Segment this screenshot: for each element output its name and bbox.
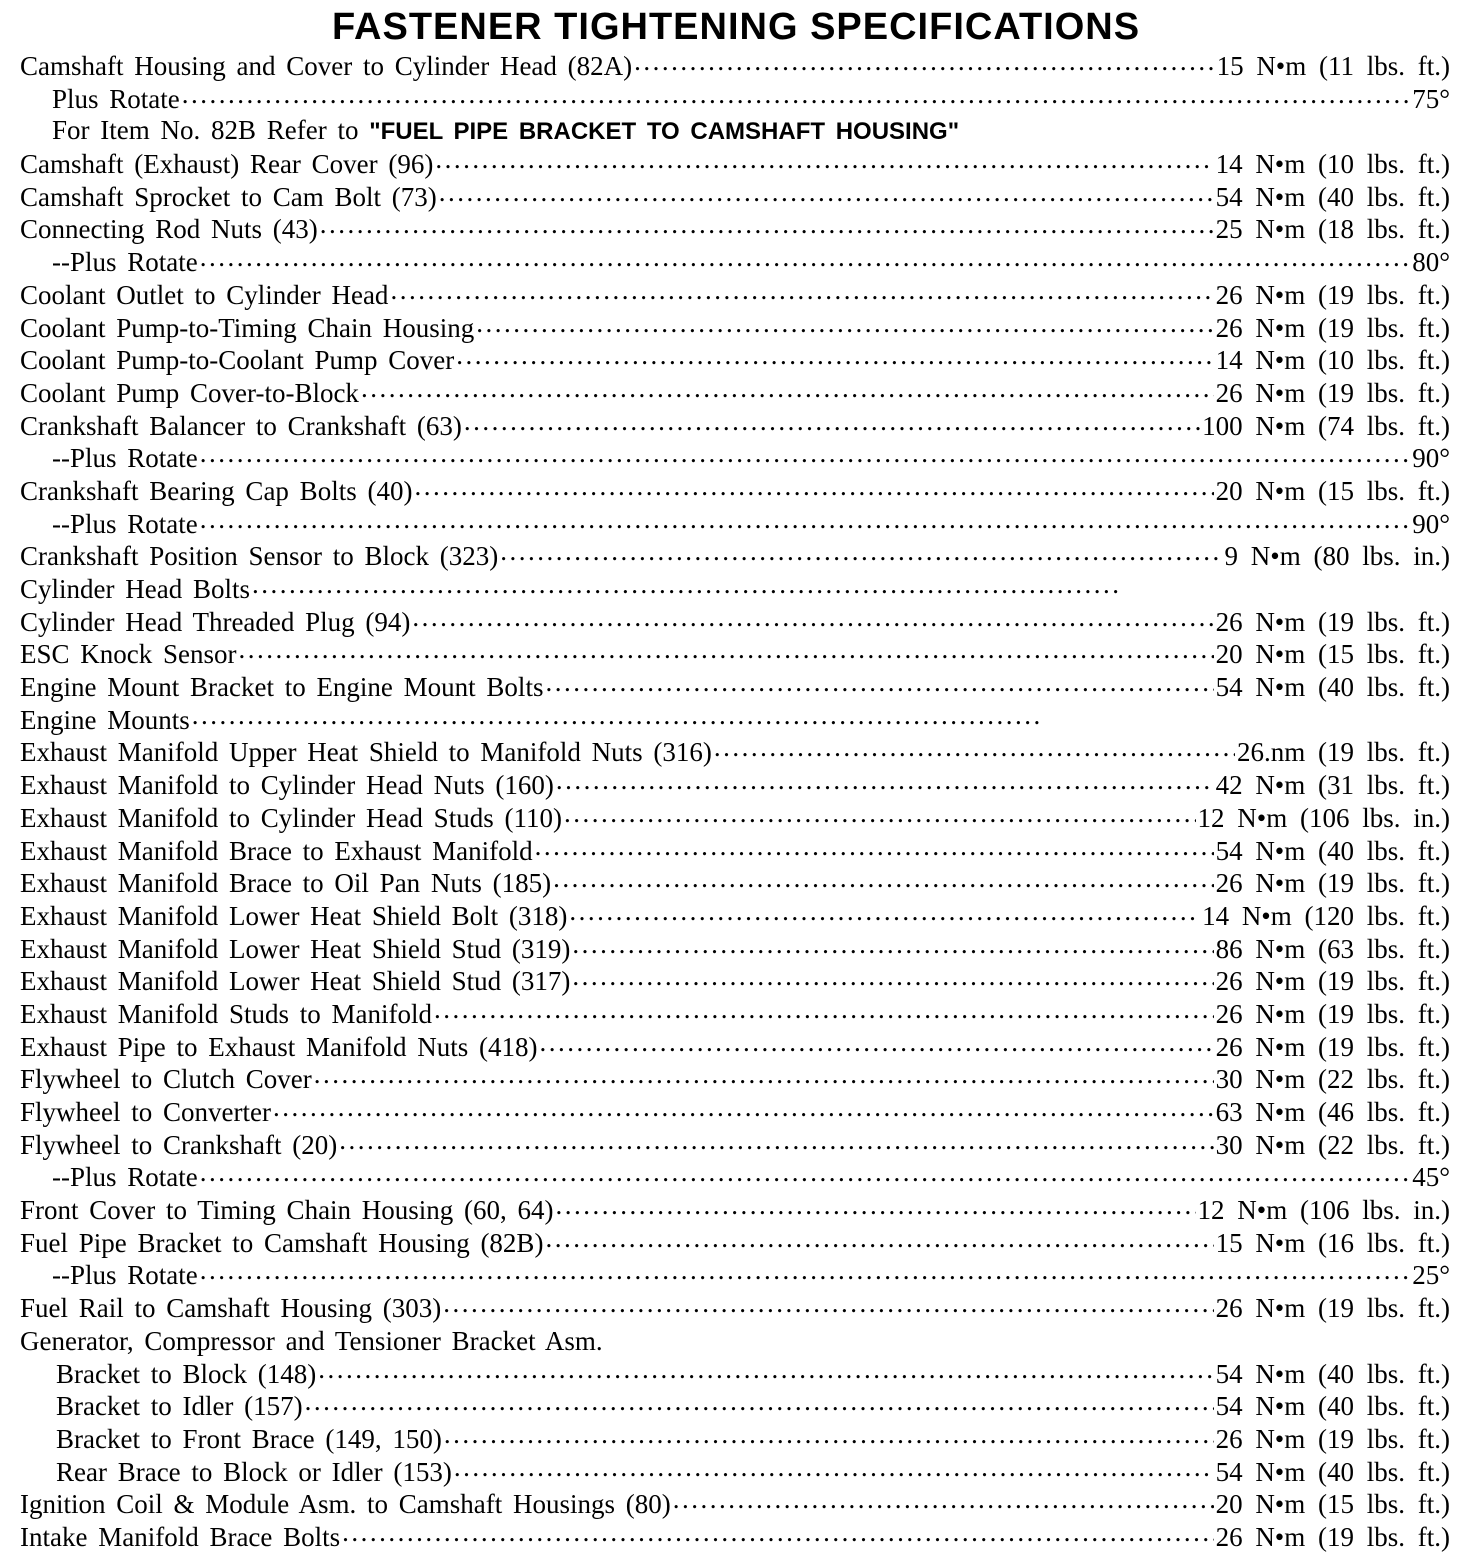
dot-leader <box>545 671 1213 699</box>
dot-leader <box>200 1259 1410 1287</box>
spec-label: Coolant Pump Cover-to-Block <box>20 377 359 408</box>
spec-value: 12 N•m (106 lbs. in.) <box>1197 802 1450 833</box>
dot-leader <box>435 148 1213 176</box>
dot-leader <box>339 1129 1213 1157</box>
spec-value: 26 N•m (19 lbs. ft.) <box>1215 1293 1450 1324</box>
spec-label: Fuel Rail to Camshaft Housing (303) <box>20 1293 442 1324</box>
spec-label: Cylinder Head Bolts <box>20 574 250 604</box>
dot-leader <box>273 1096 1214 1124</box>
spec-value: 90° <box>1412 508 1450 539</box>
spec-value: 54 N•m (40 lbs. ft.) <box>1215 1358 1450 1389</box>
spec-row <box>20 900 1450 933</box>
spec-label: Exhaust Pipe to Exhaust Manifold Nuts (418) <box>20 1031 538 1062</box>
spec-row <box>20 344 1450 377</box>
spec-row <box>20 148 1450 181</box>
spec-row <box>20 998 1450 1031</box>
dot-leader <box>634 50 1214 78</box>
dot-leader <box>500 540 1222 568</box>
spec-label: Exhaust Manifold Upper Heat Shield to Manifold Nuts (316) <box>20 737 712 768</box>
spec-label: Ignition Coil & Module Asm. to Camshaft Housings (80) <box>20 1489 671 1520</box>
dot-leader <box>535 835 1214 863</box>
spec-row <box>20 1423 1450 1456</box>
spec-label: Bracket to Front Brace (149, 150) <box>56 1423 442 1454</box>
spec-value: 15 N•m (11 lbs. ft.) <box>1216 51 1450 81</box>
spec-value: 15 N•m (16 lbs. ft.) <box>1215 1227 1450 1258</box>
spec-row <box>20 769 1450 802</box>
spec-value: 54 N•m (40 lbs. ft.) <box>1215 1391 1450 1422</box>
spec-row <box>20 1488 1450 1521</box>
spec-value: 26 N•m (19 lbs. ft.) <box>1215 868 1450 899</box>
spec-row <box>20 1259 1450 1292</box>
spec-label: Crankshaft Position Sensor to Block (323) <box>20 541 499 572</box>
spec-row <box>20 704 1450 737</box>
spec-label: Exhaust Manifold Studs to Manifold <box>20 998 432 1029</box>
spec-value: 26 N•m (19 lbs. ft.) <box>1215 998 1450 1029</box>
page-title: FASTENER TIGHTENING SPECIFICATIONS <box>331 6 1141 48</box>
spec-label: Cylinder Head Threaded Plug (94) <box>20 606 411 637</box>
spec-row <box>20 312 1450 345</box>
spec-value: 90° <box>1412 443 1450 474</box>
spec-row <box>20 1194 1450 1227</box>
spec-label: Exhaust Manifold Lower Heat Shield Bolt (318) <box>20 900 568 931</box>
spec-label: --Plus Rotate <box>52 1260 198 1291</box>
spec-label: Crankshaft Balancer to Crankshaft (63) <box>20 410 462 441</box>
spec-label: Connecting Rod Nuts (43) <box>20 214 318 245</box>
spec-value: 14 N•m (10 lbs. ft.) <box>1215 149 1450 180</box>
spec-value: 42 N•m (31 lbs. ft.) <box>1215 770 1450 801</box>
spec-label: Exhaust Manifold Lower Heat Shield Stud (319) <box>20 933 571 964</box>
spec-row <box>20 1390 1450 1423</box>
spec-note <box>52 115 959 148</box>
spec-value: 30 N•m (22 lbs. ft.) <box>1215 1064 1450 1095</box>
spec-value: 20 N•m (15 lbs. ft.) <box>1215 639 1450 670</box>
dot-leader <box>454 1456 1214 1484</box>
spec-row <box>20 835 1450 868</box>
spec-label: Engine Mounts <box>20 704 190 735</box>
spec-value: 20 N•m (15 lbs. ft.) <box>1215 1489 1450 1520</box>
spec-row <box>20 50 1450 83</box>
dot-leader <box>361 377 1214 405</box>
spec-value: 25 N•m (18 lbs. ft.) <box>1215 214 1450 245</box>
dot-leader <box>553 867 1213 895</box>
spec-label: Rear Brace to Block or Idler (153) <box>56 1456 452 1487</box>
spec-label: Crankshaft Bearing Cap Bolts (40) <box>20 475 413 506</box>
spec-row <box>20 573 1450 606</box>
spec-value: 26 N•m (19 lbs. ft.) <box>1215 1423 1450 1454</box>
spec-row <box>20 736 1450 769</box>
dot-leader <box>314 1063 1214 1091</box>
spec-label: Camshaft Sprocket to Cam Bolt (73) <box>20 181 437 212</box>
spec-label: Bracket to Block (148) <box>56 1358 317 1389</box>
spec-label: Exhaust Manifold to Cylinder Head Nuts (160) <box>20 770 554 801</box>
spec-note-reference: "FUEL PIPE BRACKET TO CAMSHAFT HOUSING" <box>369 118 960 146</box>
spec-list <box>20 50 1450 1554</box>
spec-label: Flywheel to Clutch Cover <box>20 1064 312 1095</box>
spec-value: 14 N•m (120 lbs. ft.) <box>1202 900 1450 931</box>
spec-row <box>20 965 1450 998</box>
dot-leader <box>714 736 1235 764</box>
spec-value: 80° <box>1412 247 1450 278</box>
spec-value: 26 N•m (19 lbs. ft.) <box>1215 606 1450 637</box>
dot-leader <box>456 344 1213 372</box>
spec-label: Flywheel to Crankshaft (20) <box>20 1129 338 1160</box>
spec-row <box>20 508 1450 541</box>
dot-leader <box>443 1292 1213 1320</box>
spec-row <box>20 540 1450 573</box>
spec-label: Coolant Pump-to-Coolant Pump Cover <box>20 345 455 376</box>
spec-value: 45° <box>1412 1162 1450 1193</box>
spec-label: Coolant Pump-to-Timing Chain Housing <box>20 312 475 343</box>
spec-row <box>20 1031 1450 1064</box>
dot-leader <box>564 802 1196 830</box>
spec-value: 86 N•m (63 lbs. ft.) <box>1215 933 1450 964</box>
spec-label: Plus Rotate <box>52 83 180 114</box>
spec-row <box>20 181 1450 214</box>
dot-leader <box>434 998 1214 1026</box>
spec-row <box>20 442 1450 475</box>
spec-label: --Plus Rotate <box>52 508 198 539</box>
spec-label: Flywheel to Converter <box>20 1097 271 1127</box>
dot-leader <box>390 279 1213 307</box>
spec-value: 25° <box>1412 1260 1450 1291</box>
dot-leader <box>200 1161 1410 1189</box>
spec-row <box>20 867 1450 900</box>
spec-value: 54 N•m (40 lbs. ft.) <box>1215 835 1450 866</box>
spec-value: 26 N•m (19 lbs. ft.) <box>1215 966 1450 997</box>
dot-leader <box>464 410 1200 438</box>
spec-row <box>20 671 1450 704</box>
spec-label: --Plus Rotate <box>52 247 198 278</box>
spec-value: 26 N•m (19 lbs. ft.) <box>1215 1031 1450 1062</box>
spec-row <box>20 475 1450 508</box>
spec-label: Fuel Pipe Bracket to Camshaft Housing (82B) <box>20 1227 544 1258</box>
spec-row <box>20 606 1450 639</box>
spec-value: 54 N•m (40 lbs. ft.) <box>1215 672 1450 703</box>
dot-leader <box>414 475 1213 503</box>
spec-row <box>20 83 1450 116</box>
spec-label: Front Cover to Timing Chain Housing (60, 64) <box>20 1195 554 1226</box>
dot-leader <box>572 933 1213 961</box>
spec-value: 54 N•m (40 lbs. ft.) <box>1215 181 1450 212</box>
spec-value: 12 N•m (106 lbs. in.) <box>1197 1195 1450 1226</box>
spec-value: 100 N•m (74 lbs. ft.) <box>1202 410 1450 441</box>
spec-label: Generator, Compressor and Tensioner Bracket Asm. <box>20 1325 603 1356</box>
spec-row <box>20 377 1450 410</box>
spec-row <box>20 1521 1450 1554</box>
spec-row <box>20 638 1450 671</box>
dot-leader <box>673 1488 1214 1516</box>
spec-label: Exhaust Manifold Brace to Exhaust Manifold <box>20 835 533 866</box>
spec-row <box>20 1129 1450 1162</box>
dot-leader <box>305 1390 1214 1418</box>
dot-leader <box>200 442 1410 470</box>
spec-label: Engine Mount Bracket to Engine Mount Bolts <box>20 672 544 703</box>
dot-leader <box>412 606 1213 634</box>
dot-leader <box>572 965 1213 993</box>
spec-value: 30 N•m (22 lbs. ft.) <box>1215 1129 1450 1160</box>
spec-value: 26 N•m (19 lbs. ft.) <box>1215 279 1450 310</box>
dot-leader <box>444 1423 1214 1451</box>
spec-row <box>20 279 1450 312</box>
spec-label: Camshaft (Exhaust) Rear Cover (96) <box>20 149 434 180</box>
spec-row <box>20 1456 1450 1489</box>
spec-label: Bracket to Idler (157) <box>56 1391 303 1422</box>
spec-group-heading <box>20 1325 1450 1358</box>
dot-leader <box>539 1031 1213 1059</box>
dot-leader <box>569 900 1200 928</box>
dot-leader <box>252 573 1122 601</box>
spec-value: 75° <box>1412 83 1450 114</box>
dot-leader <box>342 1521 1213 1549</box>
spec-row <box>20 410 1450 443</box>
spec-label: Coolant Outlet to Cylinder Head <box>20 279 389 310</box>
spec-row <box>20 933 1450 966</box>
spec-value: 26 N•m (19 lbs. ft.) <box>1215 312 1450 343</box>
spec-row <box>20 802 1450 835</box>
dot-leader <box>318 1358 1213 1386</box>
spec-value: 20 N•m (15 lbs. ft.) <box>1215 475 1450 506</box>
spec-label: --Plus Rotate <box>52 443 198 474</box>
dot-leader <box>556 1194 1196 1222</box>
spec-value: 54 N•m (40 lbs. ft.) <box>1215 1456 1450 1487</box>
spec-value: 14 N•m (10 lbs. ft.) <box>1215 345 1450 376</box>
dot-leader <box>200 246 1410 274</box>
dot-leader <box>556 769 1214 797</box>
spec-value: 26 N•m (19 lbs. ft.) <box>1215 1521 1450 1552</box>
spec-label: --Plus Rotate <box>52 1162 198 1193</box>
spec-value: 9 N•m (80 lbs. in.) <box>1224 541 1450 572</box>
spec-row <box>20 1063 1450 1096</box>
dot-leader <box>239 638 1214 666</box>
spec-note-text: For Item No. 82B Refer to <box>52 115 370 146</box>
spec-value: 26 N•m (19 lbs. ft.) <box>1215 377 1450 408</box>
spec-label: Intake Manifold Brace Bolts <box>20 1521 341 1552</box>
spec-row <box>20 1161 1450 1194</box>
spec-note-row <box>20 115 1450 148</box>
spec-label: Camshaft Housing and Cover to Cylinder Head (82A) <box>20 51 633 81</box>
dot-leader <box>476 312 1213 340</box>
spec-label: Exhaust Manifold to Cylinder Head Studs (110) <box>20 802 562 833</box>
spec-row <box>20 1096 1450 1129</box>
dot-leader <box>545 1227 1213 1255</box>
spec-label: ESC Knock Sensor <box>20 639 237 670</box>
spec-label: Exhaust Manifold Lower Heat Shield Stud (317) <box>20 966 571 997</box>
dot-leader <box>320 213 1214 241</box>
spec-row <box>20 1358 1450 1391</box>
spec-row <box>20 246 1450 279</box>
spec-row <box>20 1227 1450 1260</box>
dot-leader <box>200 508 1410 536</box>
spec-value: 26.nm (19 lbs. ft.) <box>1237 737 1450 768</box>
spec-label: Exhaust Manifold Brace to Oil Pan Nuts (185) <box>20 868 552 899</box>
dot-leader <box>192 704 1042 732</box>
dot-leader <box>182 83 1410 111</box>
spec-value: 63 N•m (46 lbs. ft.) <box>1215 1097 1450 1127</box>
spec-row <box>20 213 1450 246</box>
dot-leader <box>439 181 1214 209</box>
spec-row <box>20 1292 1450 1325</box>
